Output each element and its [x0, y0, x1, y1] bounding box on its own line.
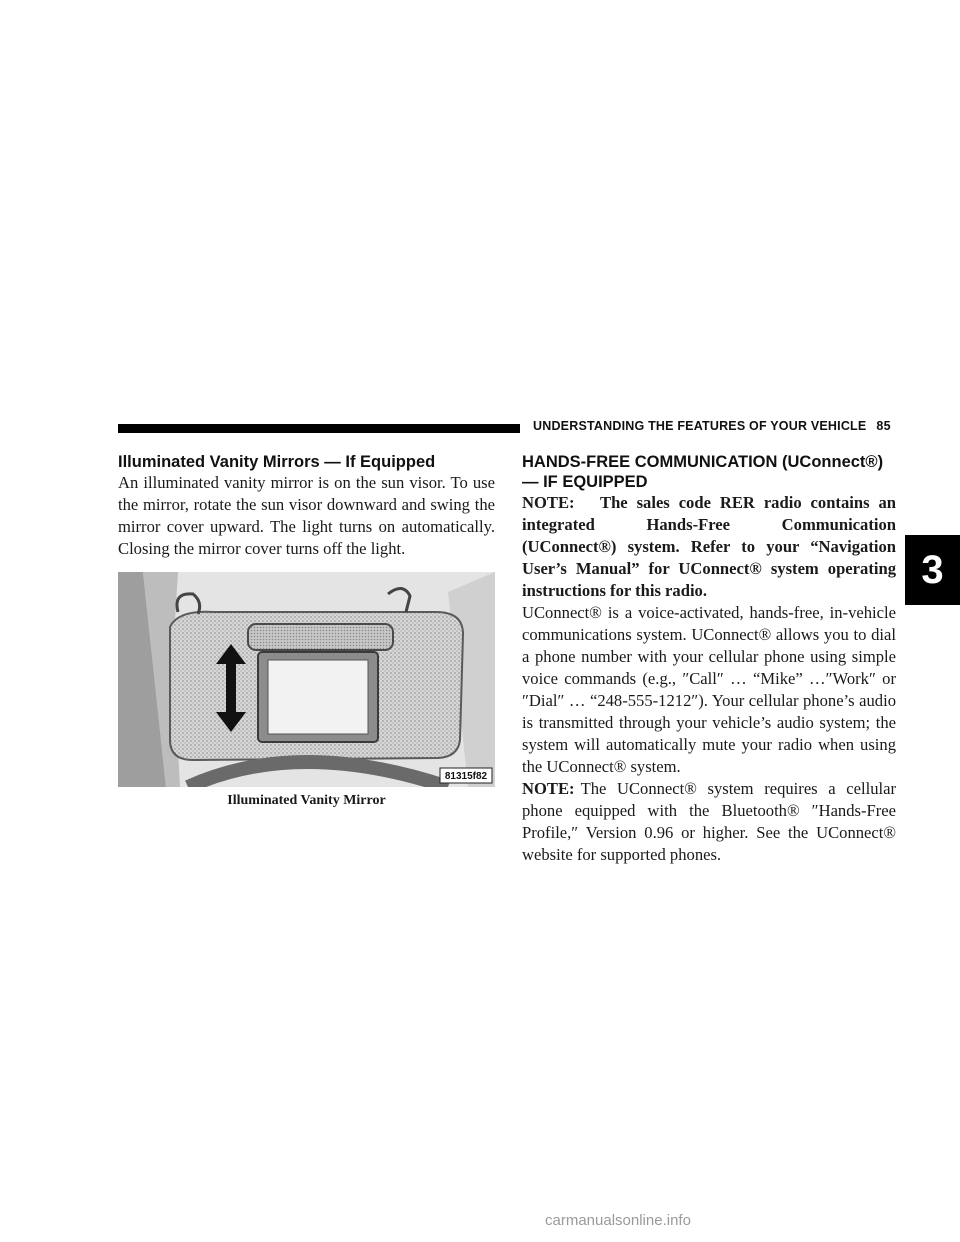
- left-column: [118, 452, 495, 809]
- note-text: The sales code RER radio contains an integrated Hands-Free Communication (UConnect®) system. Refer to your “Navigation User’s Manual” for UConnect® system operating instructions for this radio.: [522, 493, 896, 600]
- vanity-mirror-illustration: [118, 572, 495, 787]
- note-label: NOTE:: [522, 493, 575, 512]
- watermark: carmanualsonline.info: [545, 1212, 691, 1229]
- note-rer-radio: [522, 492, 896, 602]
- running-header: [533, 419, 891, 433]
- vanity-mirror-paragraph: An illuminated vanity mirror is on the sun visor. To use the mirror, rotate the sun visor downward and swing the mirror cover upward. The light turns on automatically. Closing the mirror cover turns off the light.: [118, 473, 495, 558]
- uconnect-description-paragraph: UConnect® is a voice-activated, hands-free, in-vehicle communications system. UConnect® allows you to dial a phone number with your cellular phone using simple voice commands (e.g., ″Call″ … “Mike” …″Work″ or ″Dial″ … “248-555-1212″). Your cellular phone’s audio is transmitted through your vehicle’s audio system; the system will automatically mute your radio when using the UConnect® system.: [522, 603, 896, 776]
- figure-code: 81315f82: [444, 771, 488, 782]
- vanity-mirror-figure: [118, 572, 495, 787]
- note-text: The UConnect® system requires a cellular phone equipped with the Bluetooth® ″Hands-Free Profile,″ Version 0.96 or higher. See the UConnect® website for supported phones.: [522, 779, 896, 864]
- header-title: UNDERSTANDING THE FEATURES OF YOUR VEHICLE: [533, 419, 867, 433]
- page-number: 85: [876, 419, 891, 433]
- chapter-tab: 3: [905, 535, 960, 605]
- note-label: NOTE:: [522, 779, 575, 798]
- figure-caption: Illuminated Vanity Mirror: [227, 793, 386, 808]
- note-bluetooth-requirement: [522, 778, 896, 866]
- right-column: [522, 452, 896, 866]
- header-rule: [118, 424, 520, 433]
- section-heading-hands-free: HANDS-FREE COMMUNICATION (UConnect®) — IF EQUIPPED: [522, 453, 884, 491]
- section-heading-vanity-mirrors: Illuminated Vanity Mirrors — If Equipped: [118, 453, 436, 471]
